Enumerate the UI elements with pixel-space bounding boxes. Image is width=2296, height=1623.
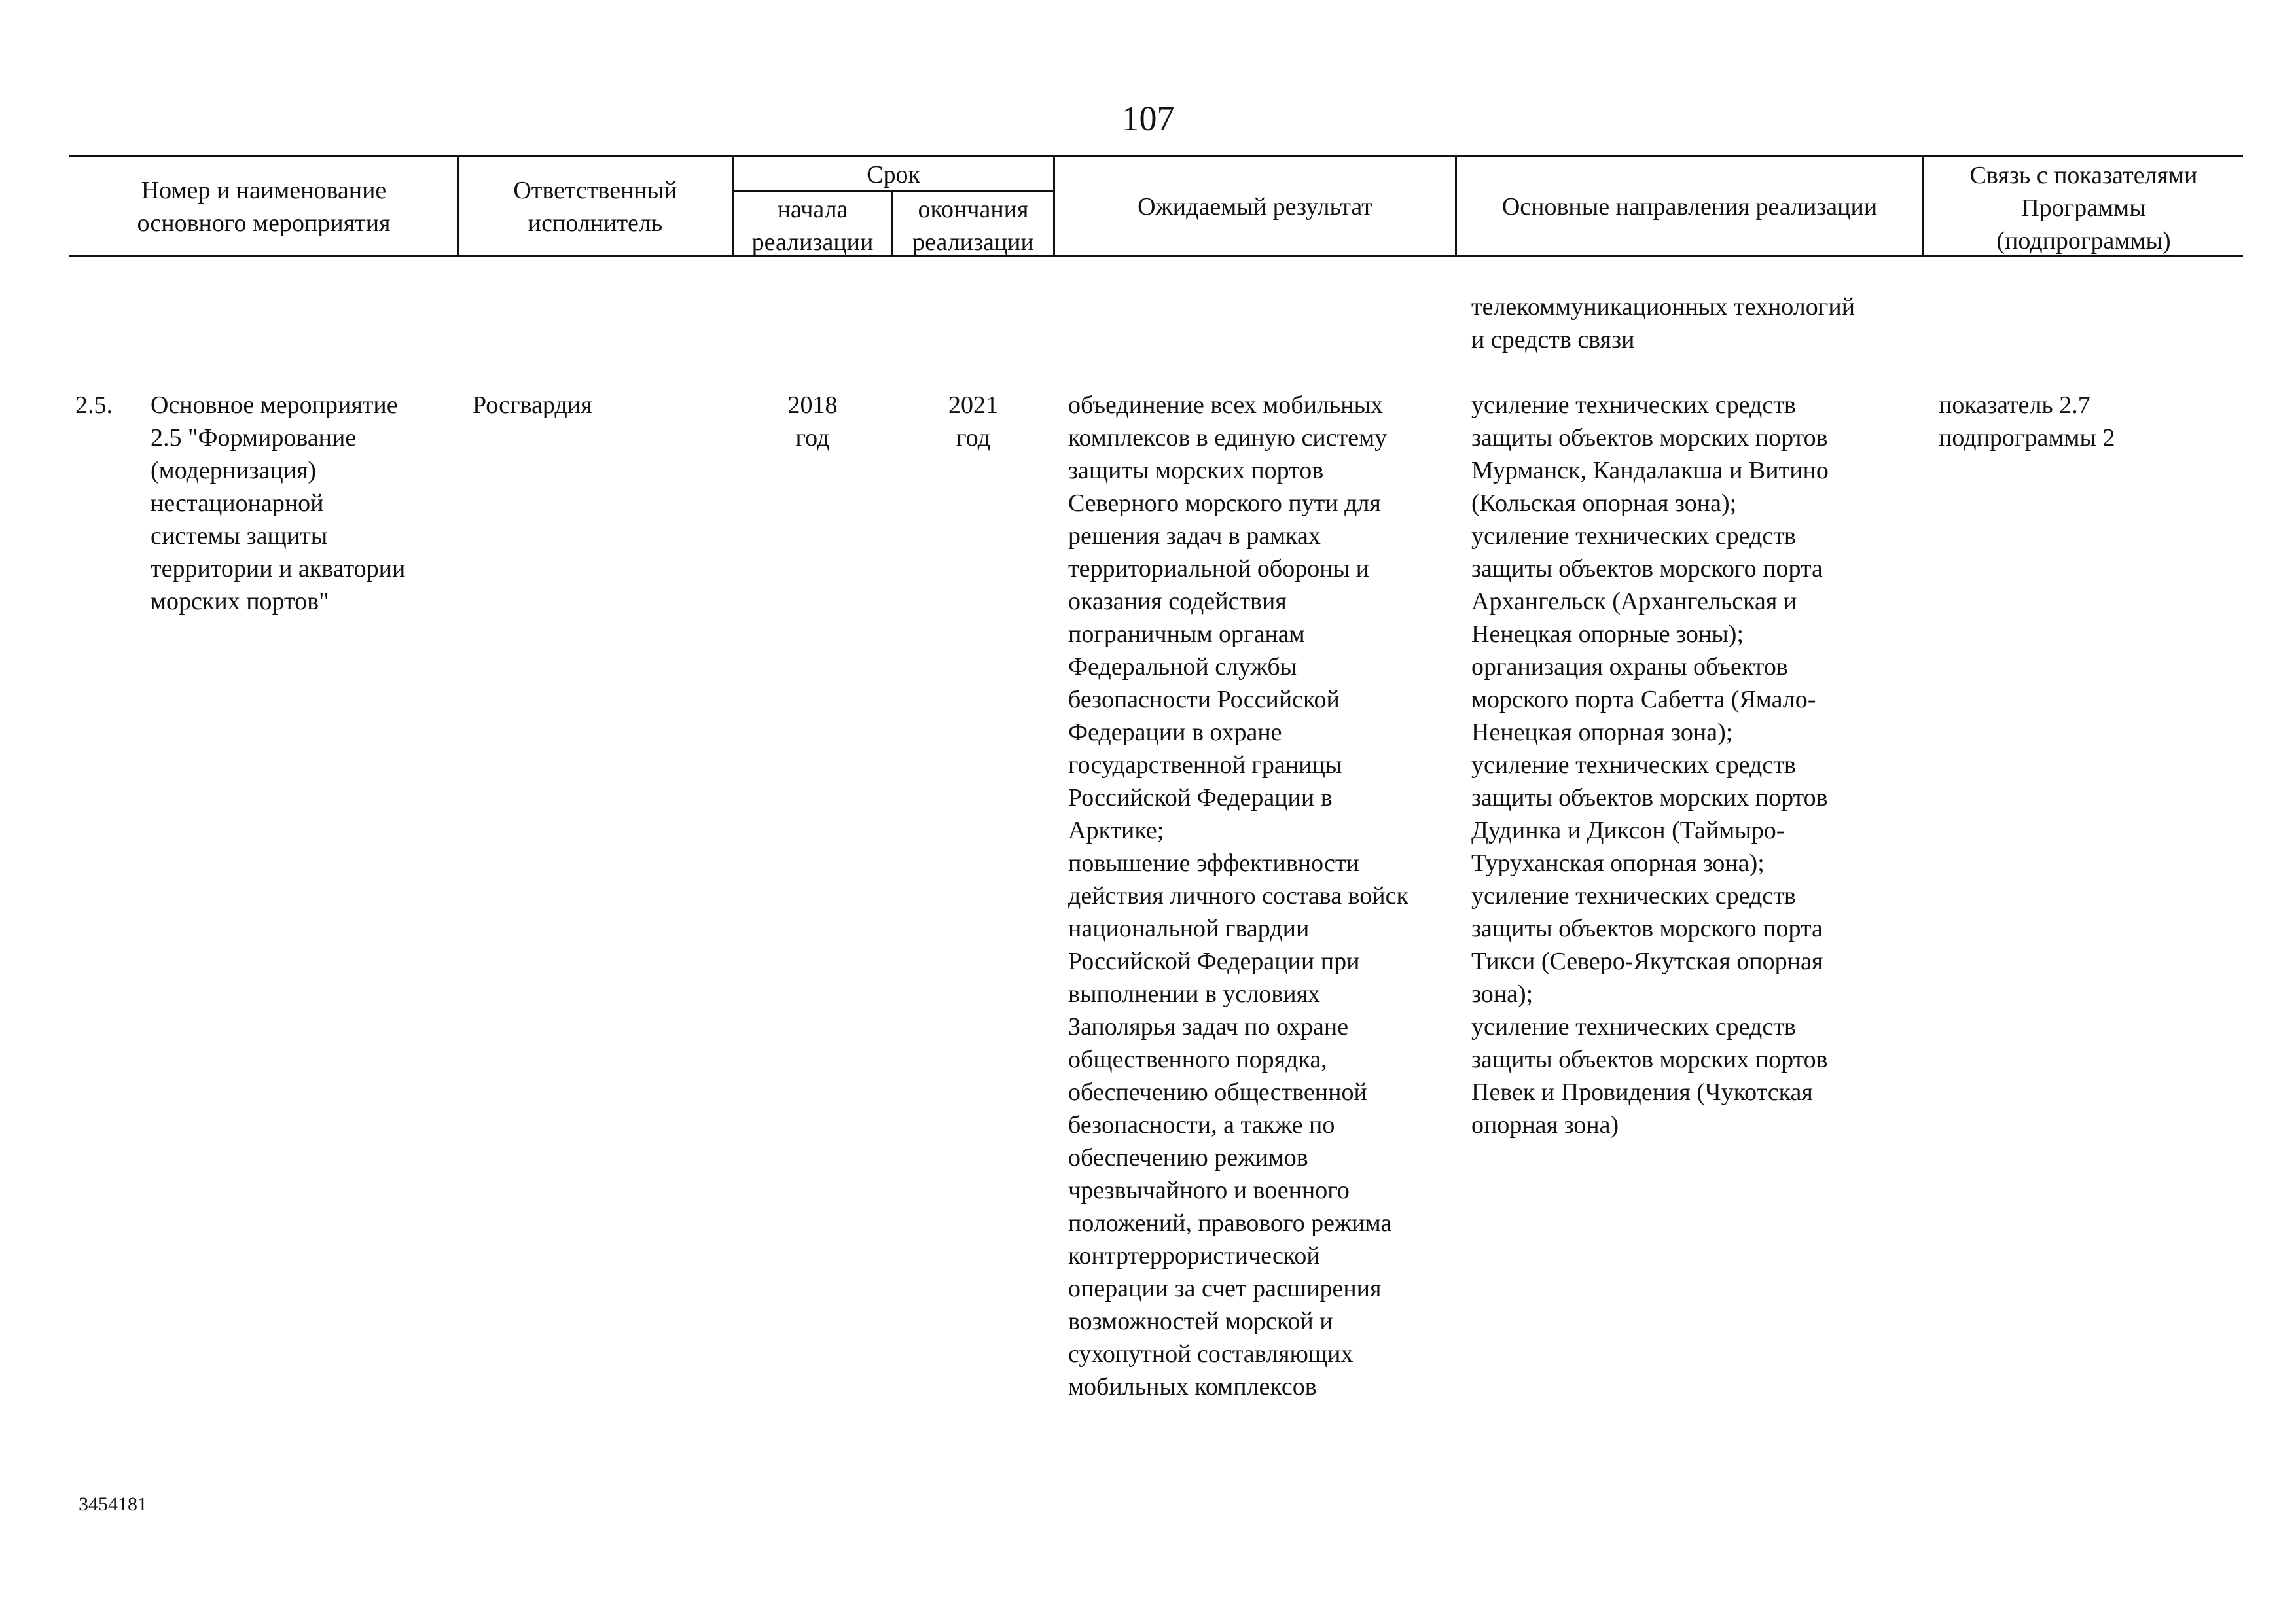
directions-continuation: телекоммуникационных технологий и средств связи (1471, 293, 1856, 353)
row-result: объединение всех мобильных комплексов в единую систему защиты морских портов Северного морского пути для решения задач в рамках территориальной обороны и оказания содействия пограничным органам Федеральной службы безопасности Российской Федерации в охране государственной границы Российской Федерации в Арктике; повышение эффективности действия личного состава войск национальной гвардии Российской Федерации при выполнении в условиях Заполярья задач по охране общественного порядка, обеспечению общественной безопасности, а также по обеспечению режимов чрезвычайного и военного положений, правового режима контртеррористической операции за счет расширения возможностей морской и сухопутной составляющих мобильных комплексов (1068, 391, 1408, 1400)
page-number: 107 (1121, 99, 1175, 138)
header-term: Срок (867, 161, 920, 188)
row-link: показатель 2.7 подпрограммы 2 (1939, 391, 2115, 452)
header-executor: Ответственный исполнитель (513, 177, 677, 237)
header-name: Номер и наименование основного мероприятия (137, 177, 391, 237)
header-end: окончания реализации (912, 196, 1034, 256)
header-bottom-rule (69, 255, 2243, 257)
row-end: 2021 год (948, 391, 998, 452)
header-start: начала реализации (751, 196, 874, 256)
header-link: Связь с показателями Программы (подпрограммы) (1969, 162, 2198, 255)
header-top-rule (69, 155, 2243, 157)
document-id: 3454181 (79, 1493, 147, 1515)
row-name: Основное мероприятие 2.5 "Формирование (модернизация) нестационарной системы защиты территории и акватории морских портов" (151, 391, 406, 615)
header-directions: Основные направления реализации (1501, 193, 1878, 221)
row-directions: усиление технических средств защиты объектов морских портов Мурманск, Кандалакша и Витино (Кольская опорная зона); усиление технических средств защиты объектов морского порта Архангельск (Архангельская и Ненецкая опорные зоны); организация охраны объектов морского порта Сабетта (Ямало- Ненецкая опорная зона); усиление технических средств защиты объектов морских портов Дудинка и Диксон (Таймыро- Туруханская опорная зона); усиление технических средств защиты объектов морского порта Тикси (Северо-Якутская опорная зона); усиление технических средств защиты объектов морских портов Певек и Провидения (Чукотская опорная зона) (1471, 391, 1829, 1139)
header-result: Ожидаемый результат (1138, 193, 1372, 221)
row-start: 2018 год (787, 391, 838, 452)
row-number: 2.5. (75, 391, 113, 419)
row-executor: Росгвардия (473, 391, 592, 419)
